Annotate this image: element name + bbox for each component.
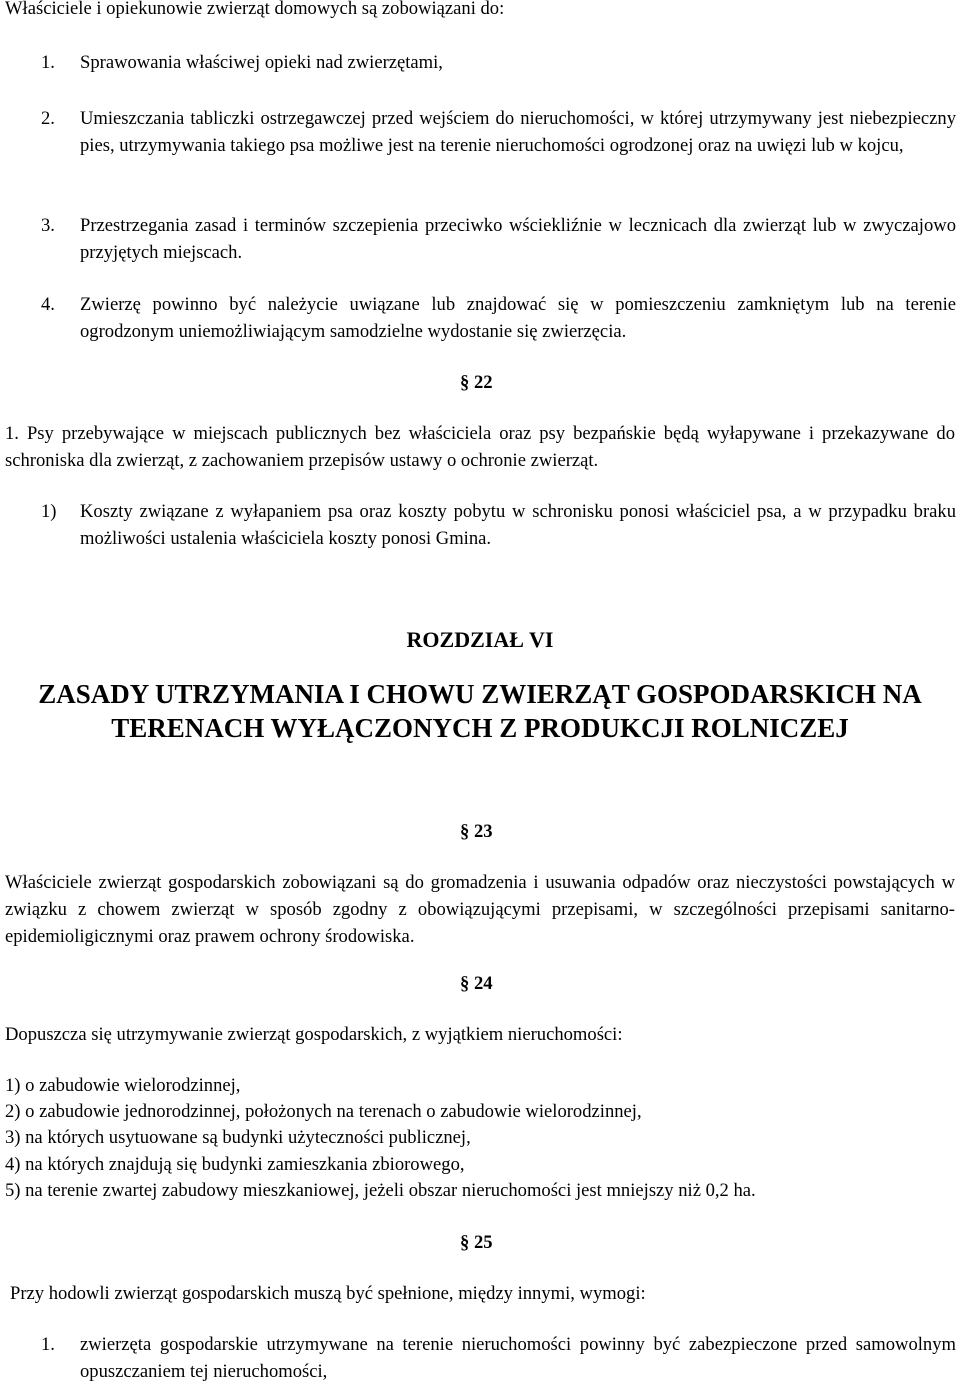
list-item: 3) na których usytuowane są budynki użyteczności publicznej,: [5, 1127, 471, 1148]
section-22-item-number: 1): [41, 501, 57, 522]
list-item-number: 3.: [41, 215, 55, 236]
list-item: 1) o zabudowie wielorodzinnej,: [5, 1075, 241, 1096]
section-23-text: Właściciele zwierząt gospodarskich zobowiązani są do gromadzenia i usuwania odpadów oraz nieczystości powstających w związku z chowem zwierząt w sposób zgodny z obowiązującymi przepisami, w szczególności przepisami sanitarno-epidemioligicznymi oraz prawem ochrony środowiska.: [5, 872, 955, 947]
section-22-heading: § 22: [460, 372, 493, 393]
list-item-text: Przestrzegania zasad i terminów szczepienia przeciwko wściekliźnie w lecznicach dla zwierząt lub w zwyczajowo przyjętych miejscach.: [80, 215, 956, 263]
list-item: 4) na których znajdują się budynki zamieszkania zbiorowego,: [5, 1154, 465, 1175]
list-item: 2) o zabudowie jednorodzinnej, położonych na terenach o zabudowie wielorodzinnej,: [5, 1101, 642, 1122]
list-item-text: Sprawowania właściwej opieki nad zwierzętami,: [80, 52, 443, 73]
list-item-number: 4.: [41, 294, 55, 315]
chapter-title-line-2: TERENACH WYŁĄCZONYCH Z PRODUKCJI ROLNICZEJ: [111, 713, 849, 743]
section-25-intro: Przy hodowli zwierząt gospodarskich muszą być spełnione, między innymi, wymogi:: [10, 1283, 646, 1304]
chapter-title-line-1: ZASADY UTRZYMANIA I CHOWU ZWIERZĄT GOSPODARSKICH NA: [38, 679, 922, 709]
list-item-text: Zwierzę powinno być należycie uwiązane lub znajdować się w pomieszczeniu zamkniętym lub na terenie ogrodzonym uniemożliwiającym samodzielne wydostanie się zwierzęcia.: [80, 294, 956, 342]
section-25-heading: § 25: [460, 1232, 493, 1253]
section-22-item-text: Koszty związane z wyłapaniem psa oraz koszty pobytu w schronisku ponosi właściciel psa, a w przypadku braku możliwości ustalenia właściciela koszty ponosi Gmina.: [80, 501, 956, 549]
section-25-item-number: 1.: [41, 1334, 55, 1355]
list-item-text: Umieszczania tabliczki ostrzegawczej przed wejściem do nieruchomości, w której utrzymywany jest niebezpieczny pies, utrzymywania takiego psa możliwe jest na terenie nieruchomości ogrodzonej oraz na uwięzi lub w kojcu,: [80, 108, 956, 156]
chapter-label: ROZDZIAŁ VI: [406, 627, 554, 652]
section-23-heading: § 23: [460, 821, 493, 842]
section-24-heading: § 24: [460, 973, 493, 994]
list-item-number: 1.: [41, 52, 55, 73]
section-24-intro: Dopuszcza się utrzymywanie zwierząt gospodarskich, z wyjątkiem nieruchomości:: [5, 1024, 623, 1045]
list-item-number: 2.: [41, 108, 55, 129]
intro-text: Właściciele i opiekunowie zwierząt domowych są zobowiązani do:: [5, 0, 505, 19]
section-25-item-text: zwierzęta gospodarskie utrzymywane na terenie nieruchomości powinny być zabezpieczone przed samowolnym opuszczaniem tej nieruchomości,: [80, 1334, 956, 1382]
list-item: 5) na terenie zwartej zabudowy mieszkaniowej, jeżeli obszar nieruchomości jest mniejszy niż 0,2 ha.: [5, 1180, 756, 1201]
section-22-paragraph: 1. Psy przebywające w miejscach publicznych bez właściciela oraz psy bezpańskie będą wyłapywane i przekazywane do schroniska dla zwierząt, z zachowaniem przepisów ustawy o ochronie zwierząt.: [5, 423, 955, 471]
